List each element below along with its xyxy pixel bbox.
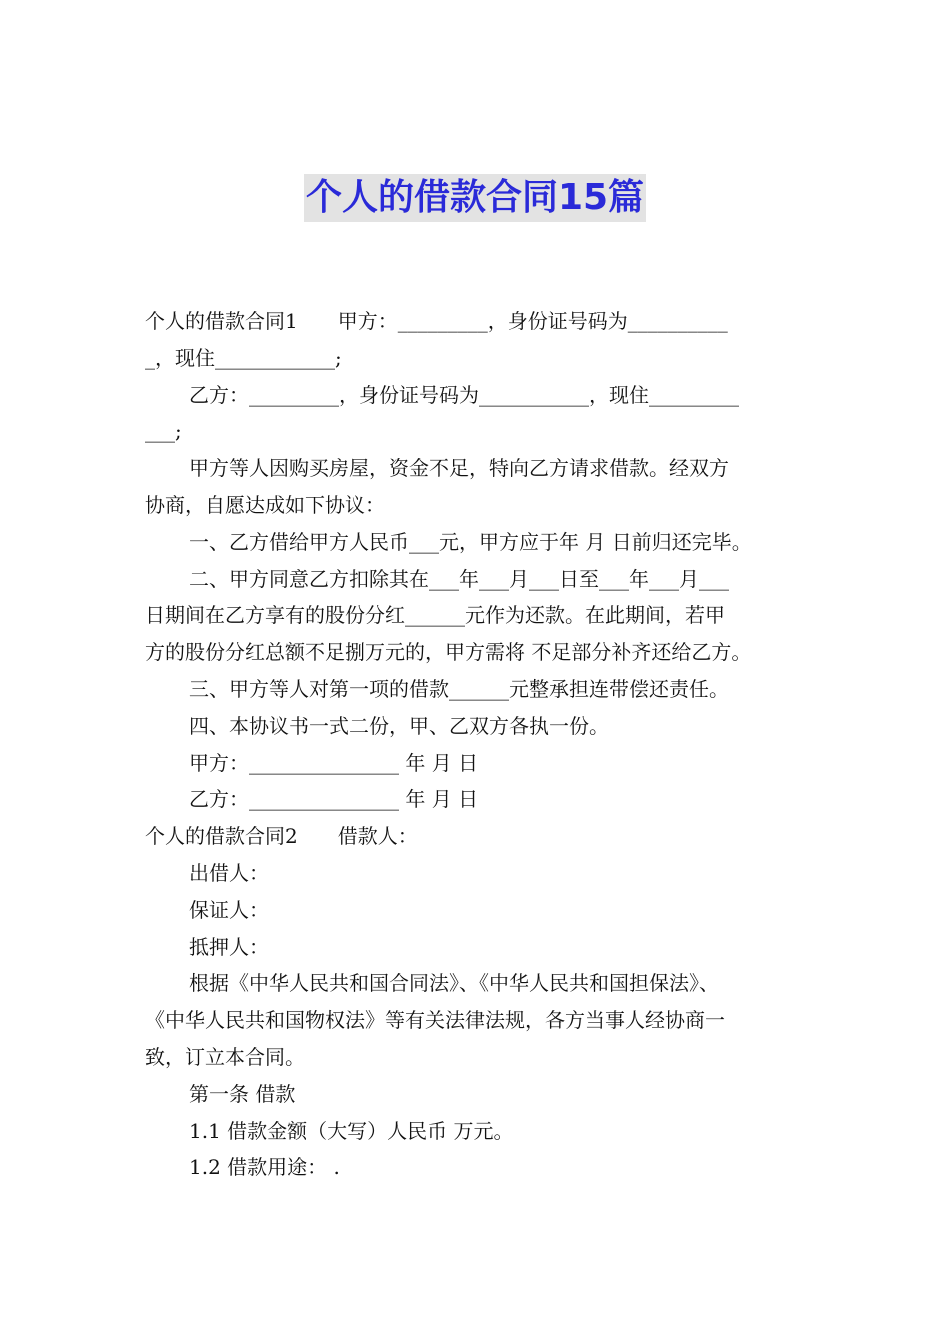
paragraph-line: 个人的借款合同2 借款人： bbox=[145, 824, 418, 849]
paragraph-line: 二、甲方同意乙方扣除其在___年___月___日至___年___月___ bbox=[189, 566, 729, 591]
paragraph-line: 协商，自愿达成如下协议： bbox=[145, 492, 385, 517]
paragraph-line: 1.1 借款金额（大写）人民币 万元。 bbox=[189, 1118, 514, 1143]
paragraph-line: 致，订立本合同。 bbox=[145, 1044, 305, 1069]
document-title: 个人的借款合同15篇 bbox=[304, 174, 646, 222]
paragraph-line: 1.2 借款用途： . bbox=[189, 1155, 340, 1180]
paragraph-line: 日期间在乙方享有的股份分红______元作为还款。在此期间，若甲 bbox=[145, 603, 725, 628]
paragraph-line: 三、甲方等人对第一项的借款______元整承担连带偿还责任。 bbox=[189, 676, 729, 701]
paragraph-line: 根据《中华人民共和国合同法》、《中华人民共和国担保法》、 bbox=[189, 971, 719, 996]
paragraph-line: 甲方等人因购买房屋，资金不足，特向乙方请求借款。经双方 bbox=[189, 456, 729, 481]
paragraph-line: 乙方：_______________ 年 月 日 bbox=[189, 787, 479, 812]
paragraph-line: 抵押人： bbox=[189, 934, 269, 959]
paragraph-line: 《中华人民共和国物权法》等有关法律法规，各方当事人经协商一 bbox=[145, 1008, 725, 1033]
paragraph-line: 方的股份分红总额不足捌万元的，甲方需将 不足部分补齐还给乙方。 bbox=[145, 640, 752, 665]
paragraph-line: 保证人： bbox=[189, 897, 269, 922]
paragraph-line: 四、本协议书一式二份，甲、乙双方各执一份。 bbox=[189, 713, 609, 738]
paragraph-line: 个人的借款合同1 甲方：_________，身份证号码为__________ bbox=[145, 309, 728, 333]
title-container bbox=[0, 174, 950, 222]
paragraph-line: 第一条 借款 bbox=[189, 1081, 296, 1106]
paragraph-line: 乙方：_________，身份证号码为___________，现住_________ bbox=[189, 382, 739, 407]
paragraph-line: 一、乙方借给甲方人民币___元，甲方应于年 月 日前归还完毕。 bbox=[189, 529, 752, 554]
document-body bbox=[145, 303, 815, 1186]
paragraph-line: 甲方：_______________ 年 月 日 bbox=[189, 750, 479, 775]
paragraph-line: _，现住____________; bbox=[145, 345, 342, 370]
paragraph-line: ___; bbox=[145, 419, 182, 444]
paragraph-line: 出借人： bbox=[189, 860, 269, 885]
